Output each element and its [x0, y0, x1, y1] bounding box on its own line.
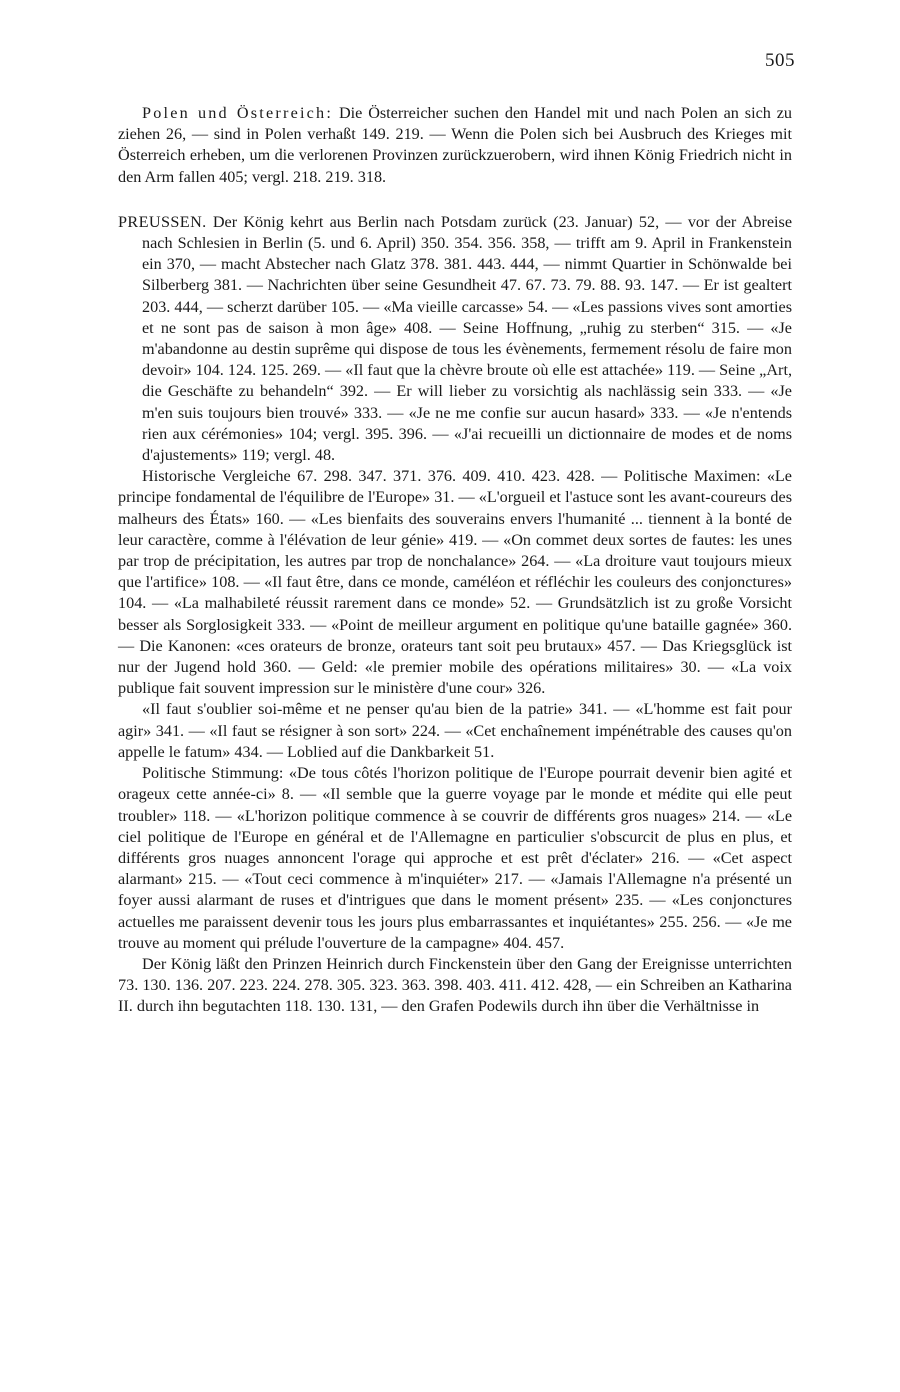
- entry-heading: PREUSSEN.: [118, 212, 207, 231]
- paragraph-prinz-heinrich: Der König läßt den Prinzen Heinrich durch Finckenstein über den Gang der Ereignisse unterrichten 73. 130. 136. 207. 223. 224. 278. 305. 323. 363. 398. 403. 411. 412. 428, — ein Schreiben an Katharina II. durch ihn begutachten 118. 130. 131, — den Grafen Podewils durch ihn über die Verhältnisse in: [118, 954, 792, 1016]
- entry-heading: Polen und Österreich:: [142, 104, 334, 122]
- index-text: [118, 103, 792, 1018]
- entry-text: Die Österreicher suchen den Handel mit und nach Polen an sich zu ziehen 26, — sind in Polen verhaßt 149. 219. — Wenn die Polen sich bei Ausbruch des Krieges mit Österreich erheben, um die verlorenen Provinzen zurückzuerobern, wird ihnen König Friedrich nicht in den Arm fallen 405; vergl. 218. 219. 318.: [118, 104, 793, 186]
- paragraph-historische-vergleiche: Historische Vergleiche 67. 298. 347. 371. 376. 409. 410. 423. 428. — Politische Maximen: «Le principe fondamental de l'équilibre de l'Europe» 31. — «L'orgueil et l'astuce sont les avant-coureurs des malheurs des États» 160. — «Les bienfaits des souverains envers l'humanité ... tiennent à la bonté de leur caractère, comme à l'élévation de leur génie» 419. — «On commet deux sortes de fautes: les unes par trop de précipitation, les autres par trop de nonchalance» 264. — «La droiture vaut toujours mieux que l'artifice» 108. — «Il faut être, dans ce monde, caméléon et réfléchir les couleurs des conjonctures» 104. — «La malhabileté réussit rarement dans ce monde» 52. — Grundsätzlich ist zu große Vorsicht besser als Sorglosigkeit 333. — «Point de meilleur argument en politique qu'une bataille gagnée» 360. — Die Kanonen: «ces orateurs de bronze, orateurs tant soit peu brutaux» 457. — Das Kriegsglück ist nur der Jugend hold 360. — Geld: «le premier mobile des opérations militaires» 30. — «La voix publique fait souvent impression sur le ministère d'une cour» 326.: [118, 467, 792, 698]
- entry-polen-oesterreich: [118, 103, 792, 188]
- paragraph-politische-stimmung: Politische Stimmung: «De tous côtés l'horizon politique de l'Europe pourrait devenir bien agité et orageux cette année-ci» 8. — «Il semble que la guerre voyage par le monde et médite qui elle peut troubler» 118. — «L'horizon politique commence à se couvrir de différents gros nuages» 214. — «Le ciel politique de l'Europe en général et de l'Allemagne en particulier s'obscurcit de plus en plus, et différents gros nuages annoncent l'orage qui approche et est prêt d'éclater» 216. — «Cet aspect alarmant» 215. — «Tout ceci commence à m'inquiéter» 217. — «Jamais l'Allemagne n'a présenté un foyer aussi alarmant de ruses et d'intrigues que dans le moment présent» 235. — «Les conjonctures actuelles me paraissent devenir tous les jours plus embarrassantes et inquiétantes» 255. 256. — «Je me trouve au moment qui prélude l'ouverture de la campagne» 404. 457.: [118, 764, 792, 952]
- entry-text: Der König kehrt aus Berlin nach Potsdam zurück (23. Januar) 52, — vor der Abreise nach Schlesien in Berlin (5. und 6. April) 350. 354. 356. 358, — trifft am 9. April in Frankenstein ein 370, — macht Abstecher nach Glatz 378. 381. 443. 444, — nimmt Quartier in Schönwalde bei Silberberg 381. — Nachrichten über seine Gesundheit 47. 67. 73. 79. 88. 93. 147. — Er ist gealtert 203. 444, — scherzt darüber 105. — «Ma vieille carcasse» 54. — «Les passions vives sont amorties et ne sont pas de saison à mon âge» 408. — Seine Hoffnung, „ruhig zu sterben“ 315. — «Je m'abandonne au destin suprême qui dispose de tous les évènements, fermement résolu de faire mon devoir» 104. 124. 125. 269. — «Il faut que la chèvre broute où elle est attachée» 119. — Seine „Art, die Geschäfte zu behandeln“ 392. — Er will lieber zu vorsichtig als nachlässig sein 333. — «Je m'en suis toujours bien trouvé» 333. — «Je ne me confie sur aucun hasard» 333. — «Je n'entends rien aux cérémonies» 104; vergl. 395. 396. — «J'ai recueilli un dictionnaire de modes et de noms d'ajustements» 119; vergl. 48.: [142, 212, 793, 465]
- paragraph-maximen-patrie: «Il faut s'oublier soi-même et ne penser qu'au bien de la patrie» 341. — «L'homme est fait pour agir» 341. — «Il faut se résigner à son sort» 224. — «Cet enchaînement impénétrable des causes qu'on appelle le fatum» 434. — Loblied auf die Dankbarkeit 51.: [118, 700, 792, 761]
- entry-preussen: [118, 212, 792, 466]
- page-number: 505: [765, 50, 795, 71]
- entry-separator: [118, 188, 792, 212]
